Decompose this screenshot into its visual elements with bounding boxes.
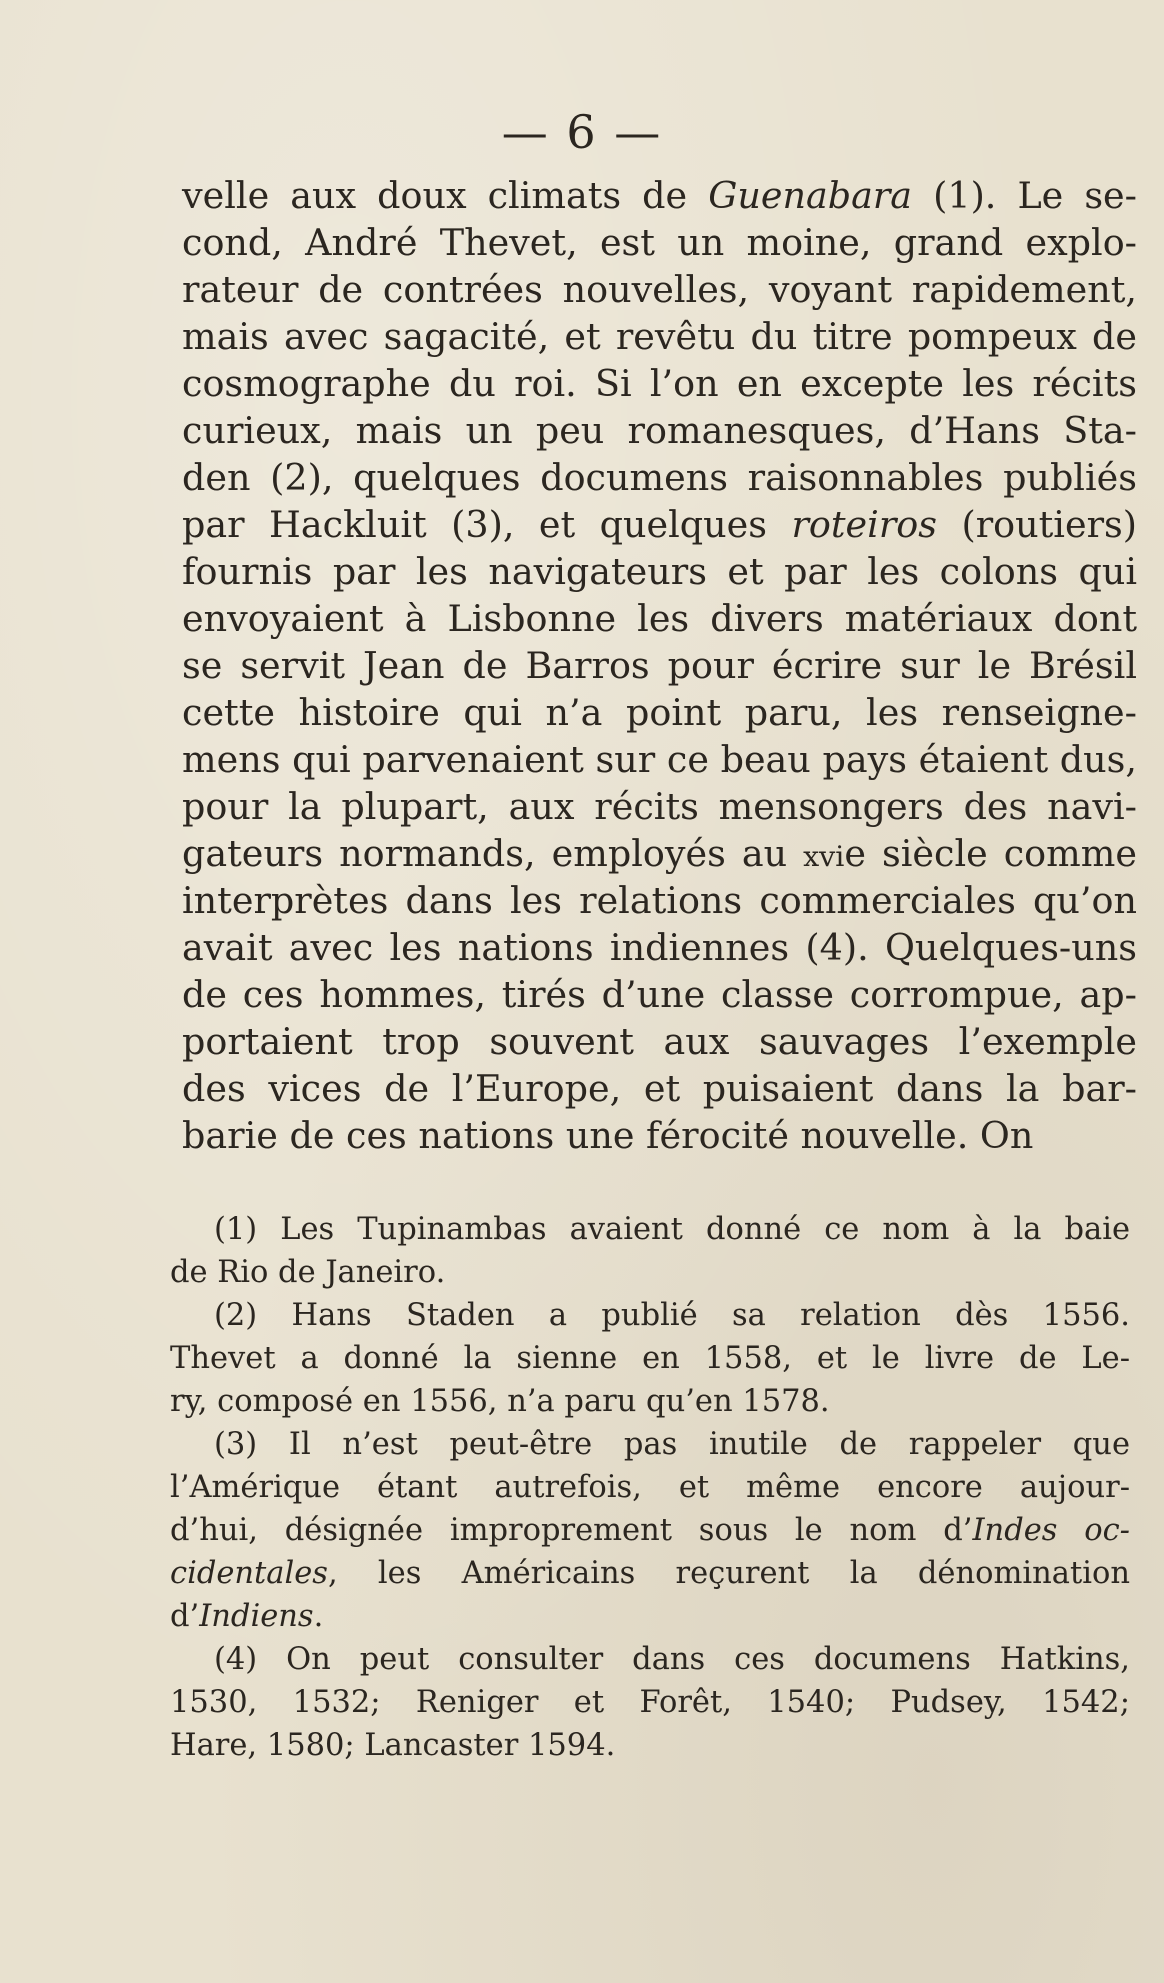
text-fragment: e siècle comme [844,832,1137,875]
text-fragment: (1). Le se- [912,174,1137,217]
text-fragment: d’hui, désignée improprement sous le nom d’ [170,1513,973,1548]
text-fragment: . [313,1599,324,1634]
footnote-line: 1530, 1532; Reniger et Forêt, 1540; Pudsey, 1542; [170,1685,1130,1720]
text-line [182,830,1137,877]
footnote-line: (3) Il n’est peut-être pas inutile de rappeler que [214,1427,1130,1462]
text-fragment: gateurs normands, employés au [182,832,804,875]
italic-term: cidentales [170,1556,328,1591]
footnote-line [170,1595,1130,1638]
italic-term: Indes oc- [972,1513,1130,1548]
text-line: de ces hommes, tirés d’une classe corrompue, ap- [182,973,1137,1016]
text-line [182,501,1137,548]
text-line [182,172,1137,219]
text-line: des vices de l’Europe, et puisaient dans la bar- [182,1067,1137,1110]
text-line: se servit Jean de Barros pour écrire sur le Brésil [182,644,1137,687]
text-fragment: d’ [170,1599,200,1634]
footnote-line: (1) Les Tupinambas avaient donné ce nom à la baie [214,1212,1130,1247]
text-line: curieux, mais un peu romanesques, d’Hans Sta- [182,409,1137,452]
text-line: cond, André Thevet, est un moine, grand explo- [182,221,1137,264]
footnote-line: ry, composé en 1556, n’a paru qu’en 1578. [170,1384,830,1419]
italic-term: roteiros [791,503,937,546]
text-line: mais avec sagacité, et revêtu du titre pompeux de [182,315,1137,358]
text-line: avait avec les nations indiennes (4). Quelques-uns [182,926,1137,969]
text-line: mens qui parvenaient sur ce beau pays étaient dus, [182,738,1137,781]
text-fragment: par Hackluit (3), et quelques [182,503,792,546]
italic-term: Guenabara [708,174,913,217]
text-line: cosmographe du roi. Si l’on en excepte les récits [182,362,1137,405]
text-line: den (2), quelques documens raisonnables publiés [182,456,1137,499]
text-fragment: (routiers) [937,503,1137,546]
footnote-line [170,1552,1130,1595]
text-line: pour la plupart, aux récits mensongers des navi- [182,785,1137,828]
page-number: — 6 — [501,105,663,159]
text-line: envoyaient à Lisbonne les divers matériaux dont [182,597,1137,640]
footnote-line: Hare, 1580; Lancaster 1594. [170,1728,616,1763]
text-line: barie de ces nations une férocité nouvelle. On [182,1114,1034,1157]
text-fragment: velle aux doux climats de [182,174,709,217]
text-fragment: , les Américains reçurent la dénomination [327,1556,1130,1591]
text-line: portaient trop souvent aux sauvages l’exemple [182,1020,1137,1063]
footnote-line: Thevet a donné la sienne en 1558, et le livre de Le- [170,1341,1130,1376]
footnote-line: de Rio de Janeiro. [170,1255,446,1290]
footnote-line: (4) On peut consulter dans ces documens Hatkins, [214,1642,1130,1677]
text-line: fournis par les navigateurs et par les colons qui [182,550,1137,593]
text-line: interprètes dans les relations commerciales qu’on [182,879,1137,922]
footnote-line [170,1509,1130,1552]
text-line: rateur de contrées nouvelles, voyant rapidement, [182,268,1137,311]
main-text [182,172,1137,1159]
footnote-line: (2) Hans Staden a publié sa relation dès 1556. [214,1298,1130,1333]
italic-term: Indiens [199,1599,314,1634]
century-numeral: xvi [803,840,845,873]
footnotes [170,1208,1130,1767]
text-line: cette histoire qui n’a point paru, les renseigne- [182,691,1137,734]
footnote-line: l’Amérique étant autrefois, et même encore aujour- [170,1470,1130,1505]
